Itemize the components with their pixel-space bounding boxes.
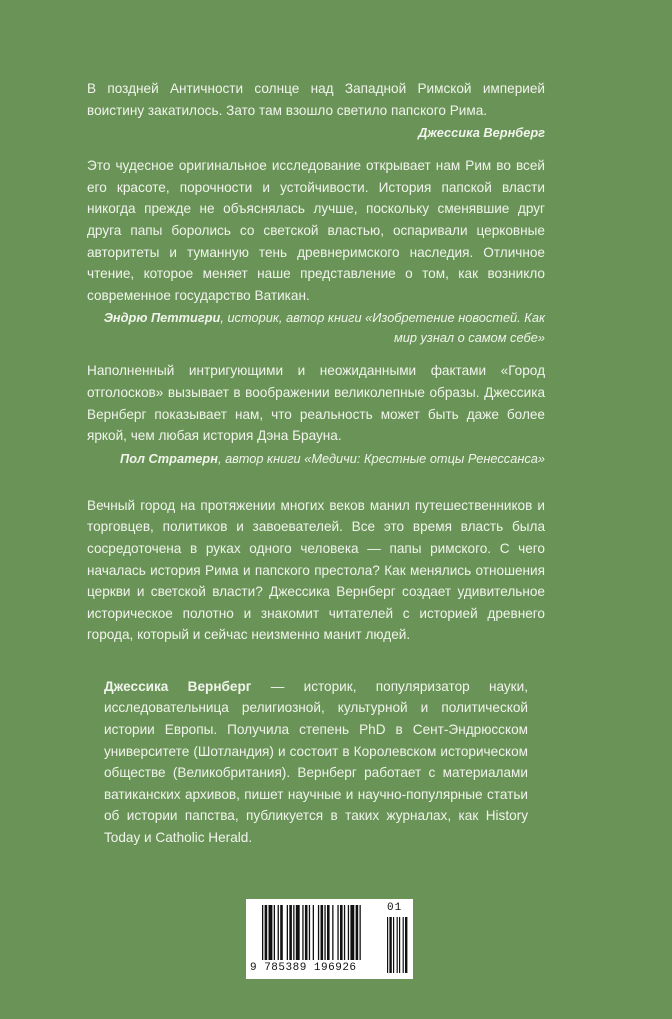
barcode-addon-bar: [389, 917, 391, 973]
isbn-barcode: [246, 899, 413, 979]
barcode-addon-bar: [403, 917, 404, 973]
quote-block-1: [87, 78, 545, 143]
barcode-bar: [293, 905, 294, 960]
barcode-addon-bar: [397, 917, 398, 973]
barcode-area: [246, 899, 413, 979]
bio-paragraph: [104, 676, 528, 849]
barcode-bar: [265, 905, 268, 960]
barcode-bar: [360, 905, 361, 960]
barcode-bar: [274, 905, 275, 960]
barcode-bar: [262, 905, 263, 960]
barcode-addon-bar: [387, 917, 388, 973]
barcode-bar: [321, 905, 324, 960]
book-annotation: [87, 495, 545, 646]
isbn-digits: 9 785389 196926: [250, 961, 357, 974]
quote-author: Джессика Вернберг: [418, 125, 545, 141]
quote-block-3: [87, 360, 545, 468]
barcode-bar: [287, 905, 288, 960]
barcode-addon-digits: 01: [387, 901, 403, 914]
barcode-bar: [327, 905, 330, 960]
barcode-bar: [302, 905, 303, 960]
barcode-bar: [289, 905, 292, 960]
quote-attribution: [87, 123, 545, 143]
barcode-bar: [280, 905, 283, 960]
barcode-bar: [313, 905, 314, 960]
barcode-bar: [309, 905, 310, 960]
annotation-text: Вечный город на протяжении многих веков манил путешественников и торговцев, политиков и завоевателей. Все это время власть была сосредоточена в руках одного человека — папы римского. С чего началась история Рима и папского престола? Как менялись отношения церкви и светской власти? Джессика Вернберг создает удивительное историческое полотно и знакомит читателей с историей древнего города, который и сейчас неизменно манит людей.: [87, 497, 545, 643]
barcode-bar: [350, 905, 354, 960]
quote-attribution: [87, 449, 545, 469]
barcode-bar: [337, 905, 338, 960]
barcode-bar: [356, 905, 359, 960]
quote-text: Это чудесное оригинальное исследование открывает нам Рим во всей его красоте, порочности и устойчивости. История папской власти никогда прежде не объяснялась лучше, поскольку сменявшие друг друга папы боролись со светской властью, оспаривали церковные авторитеты и туманную тень древнеримского наследия. Отличное чтение, которое меняет наше представление о том, как возникло современное государство Ватикан.: [87, 158, 545, 303]
barcode-addon-bar: [399, 917, 400, 973]
author-bio: [104, 676, 528, 849]
barcode-bar: [318, 905, 319, 960]
barcode-bar: [324, 905, 325, 960]
bio-text: — историк, популяризатор науки, исследовательница религиозной, культурной и политической истории Европы. Получила степень PhD в Сент-Эндрюсском университете (Шотландия) и состоит в Королевском историческом обществе (Великобритания). Вернберг работает с материалами ватиканских архивов, пишет научные и научно-популярные статьи об истории папства, публикуется в таких журналах, как History Today и Catholic Herald.: [104, 678, 528, 846]
bio-author-name: Джессика Вернберг: [104, 678, 252, 694]
barcode-bar: [296, 905, 300, 960]
barcode-bar: [340, 905, 343, 960]
barcode-bar: [332, 905, 333, 960]
quote-attribution: [87, 308, 545, 348]
barcode-bar: [348, 905, 349, 960]
barcode-addon-bar: [393, 917, 394, 973]
barcode-bar: [344, 905, 345, 960]
quote-text: В поздней Античности солнце над Западной Римской империей воистину закатилось. Зато там взошло светило папского Рима.: [87, 81, 545, 118]
quote-block-2: [87, 155, 545, 348]
quote-author-note: , историк, автор книги «Изобретение новостей. Как мир узнал о самом себе»: [220, 310, 545, 346]
quote-author-note: , автор книги «Медичи: Крестные отцы Ренессанса»: [217, 450, 545, 466]
barcode-bar: [269, 905, 273, 960]
quote-text: Наполненный интригующими и неожиданными фактами «Город отголосков» вызывает в воображении великолепные образы. Джессика Вернберг показывает нам, что реальность может быть даже более яркой, чем любая история Дэна Брауна.: [87, 363, 545, 444]
barcode-bar: [278, 905, 279, 960]
barcode-addon-bar: [405, 917, 407, 973]
quote-author: Эндрю Петтигри: [103, 310, 221, 326]
quote-author: Пол Стратерн: [119, 450, 218, 466]
barcode-bar: [305, 905, 308, 960]
